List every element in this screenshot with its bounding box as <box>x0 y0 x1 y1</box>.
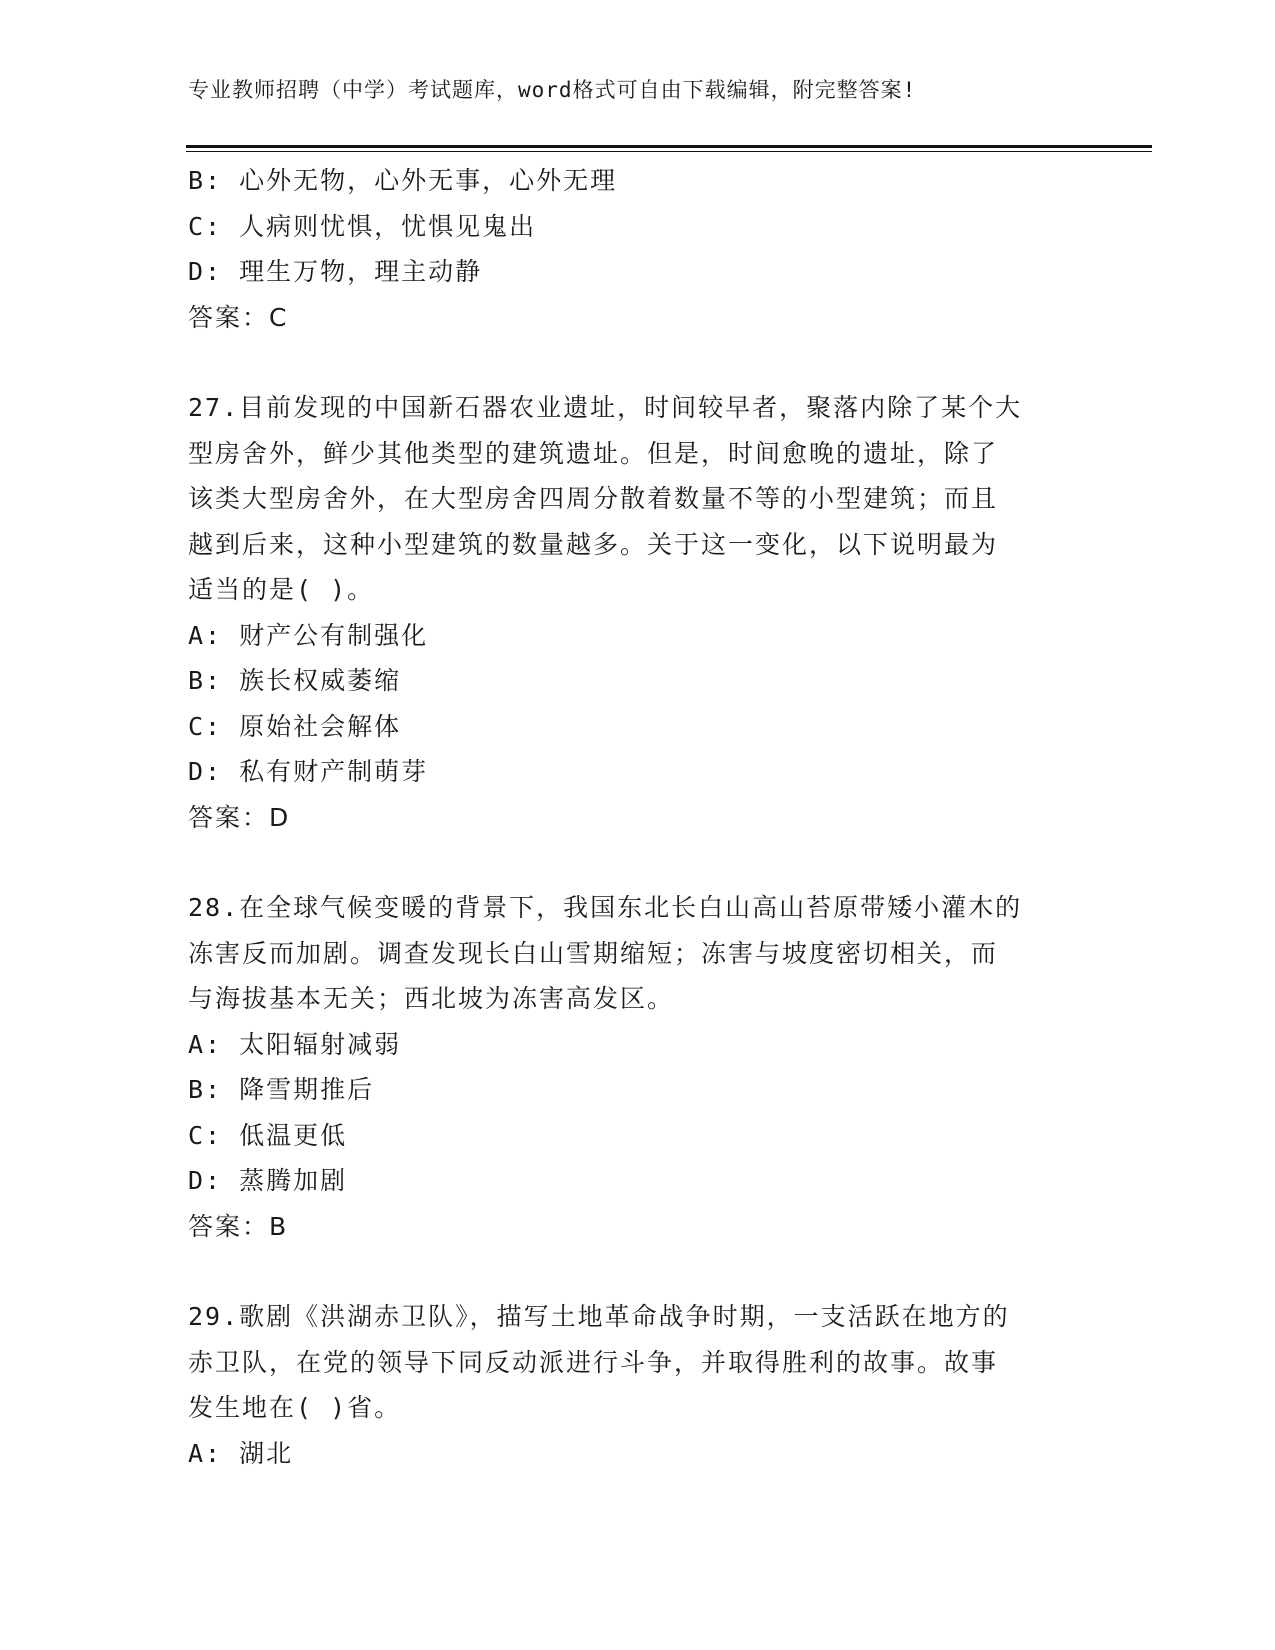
question-stem-line: 该类大型房舍外，在大型房舍四周分散着数量不等的小型建筑；而且 <box>188 484 999 513</box>
option-b: B: 心外无物，心外无事，心外无理 <box>188 166 618 195</box>
option-d: D: 理生万物，理主动静 <box>188 257 483 286</box>
question-28 <box>188 885 1088 1249</box>
question-26-tail <box>188 158 1088 340</box>
answer-line: 答案：C <box>188 302 289 332</box>
question-stem-line: 28.在全球气候变暖的背景下，我国东北长白山高山苔原带矮小灌木的 <box>188 893 1023 922</box>
question-stem-line: 与海拔基本无关；西北坡为冻害高发区。 <box>188 984 675 1013</box>
header-rule-thick <box>186 145 1152 148</box>
answer-line: 答案：B <box>188 1211 289 1241</box>
option-a: A: 财产公有制强化 <box>188 620 429 650</box>
question-stem-line: 越到后来，这种小型建筑的数量越多。关于这一变化，以下说明最为 <box>188 529 999 559</box>
option-c: C: 低温更低 <box>188 1120 348 1150</box>
document-body <box>188 158 1088 1476</box>
option-d: D: 蒸腾加剧 <box>188 1166 348 1195</box>
header-rule-thin <box>186 151 1152 152</box>
option-b: B: 族长权威萎缩 <box>188 666 402 695</box>
question-stem-line: 适当的是( )。 <box>188 575 375 604</box>
question-stem-line: 赤卫队，在党的领导下同反动派进行斗争，并取得胜利的故事。故事 <box>188 1347 999 1377</box>
page-header: 专业教师招聘（中学）考试题库，word格式可自由下载编辑，附完整答案! <box>188 78 917 102</box>
question-stem-line: 发生地在( )省。 <box>188 1393 402 1422</box>
option-a: A: 太阳辐射减弱 <box>188 1029 402 1059</box>
option-c: C: 原始社会解体 <box>188 711 402 741</box>
question-stem-line: 29.歌剧《洪湖赤卫队》，描写土地革命战争时期，一支活跃在地方的 <box>188 1302 1010 1331</box>
question-stem-line: 冻害反而加剧。调查发现长白山雪期缩短；冻害与坡度密切相关，而 <box>188 938 999 968</box>
answer-line: 答案：D <box>188 802 291 832</box>
question-27 <box>188 385 1088 840</box>
question-stem-line: 27.目前发现的中国新石器农业遗址，时间较早者，聚落内除了某个大 <box>188 393 1023 422</box>
option-a: A: 湖北 <box>188 1438 294 1468</box>
question-stem-line: 型房舍外，鲜少其他类型的建筑遗址。但是，时间愈晚的遗址，除了 <box>188 438 999 468</box>
option-d: D: 私有财产制萌芽 <box>188 757 429 786</box>
option-b: B: 降雪期推后 <box>188 1075 375 1104</box>
option-c: C: 人病则忧惧，忧惧见鬼出 <box>188 211 537 241</box>
question-29 <box>188 1294 1088 1476</box>
